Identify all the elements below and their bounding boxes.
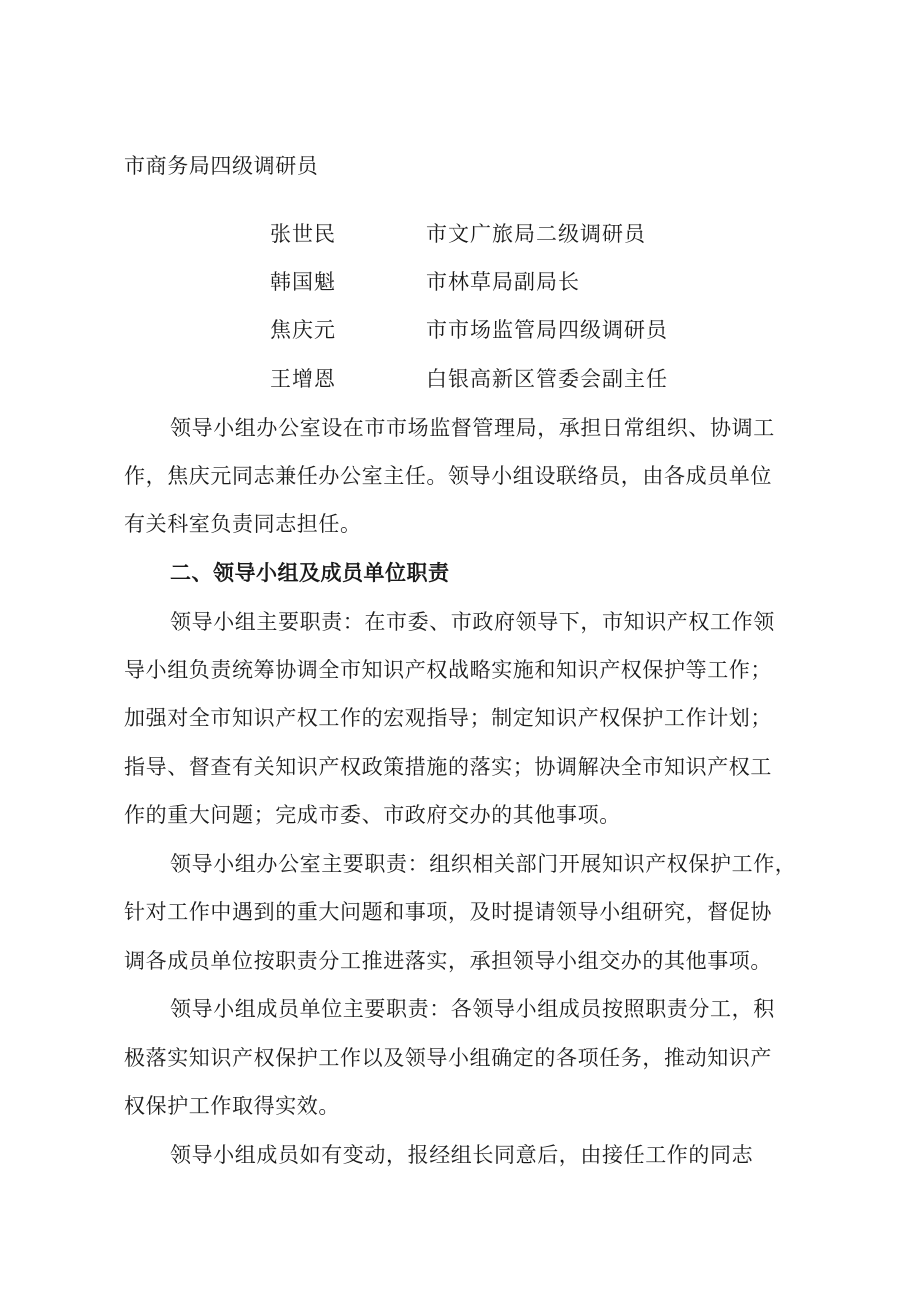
- paragraph-line: 导小组负责统筹协调全市知识产权战略实施和知识产权保护等工作；: [124, 658, 772, 682]
- paragraph-line: 指导、督查有关知识产权政策措施的落实；协调解决全市知识产权工: [124, 755, 772, 779]
- paragraph-line: 领导小组主要职责：在市委、市政府领导下，市知识产权工作领: [170, 610, 775, 634]
- paragraph-line: 领导小组办公室设在市市场监督管理局，承担日常组织、协调工: [170, 416, 775, 440]
- paragraph-line: 作，焦庆元同志兼任办公室主任。领导小组设联络员，由各成员单位: [124, 464, 772, 488]
- member-role: 市文广旅局二级调研员: [426, 222, 646, 246]
- intro-line: 市商务局四级调研员: [124, 154, 319, 178]
- member-role: 市林草局副局长: [426, 270, 580, 294]
- paragraph-line: 有关科室负责同志担任。: [124, 512, 362, 536]
- section-heading: 二、领导小组及成员单位职责: [170, 561, 450, 585]
- paragraph-line: 领导小组办公室主要职责：组织相关部门开展知识产权保护工作，: [170, 852, 797, 876]
- member-name: 焦庆元: [270, 318, 336, 342]
- paragraph-line: 权保护工作取得实效。: [124, 1094, 340, 1118]
- paragraph-line: 针对工作中遇到的重大问题和事项，及时提请领导小组研究，督促协: [124, 900, 772, 924]
- paragraph-line: 领导小组成员如有变动，报经组长同意后，由接任工作的同志: [170, 1143, 754, 1167]
- paragraph-line: 加强对全市知识产权工作的宏观指导；制定知识产权保护工作计划；: [124, 706, 772, 730]
- paragraph-line: 调各成员单位按职责分工推进落实，承担领导小组交办的其他事项。: [124, 949, 772, 973]
- member-name: 王增恩: [270, 367, 336, 391]
- paragraph-line: 领导小组成员单位主要职责：各领导小组成员按照职责分工，积: [170, 997, 775, 1021]
- member-role: 白银高新区管委会副主任: [426, 367, 668, 391]
- member-name: 张世民: [270, 222, 336, 246]
- member-name: 韩国魁: [270, 270, 336, 294]
- paragraph-line: 作的重大问题；完成市委、市政府交办的其他事项。: [124, 803, 621, 827]
- member-role: 市市场监管局四级调研员: [426, 318, 668, 342]
- paragraph-line: 极落实知识产权保护工作以及领导小组确定的各项任务，推动知识产: [124, 1046, 772, 1070]
